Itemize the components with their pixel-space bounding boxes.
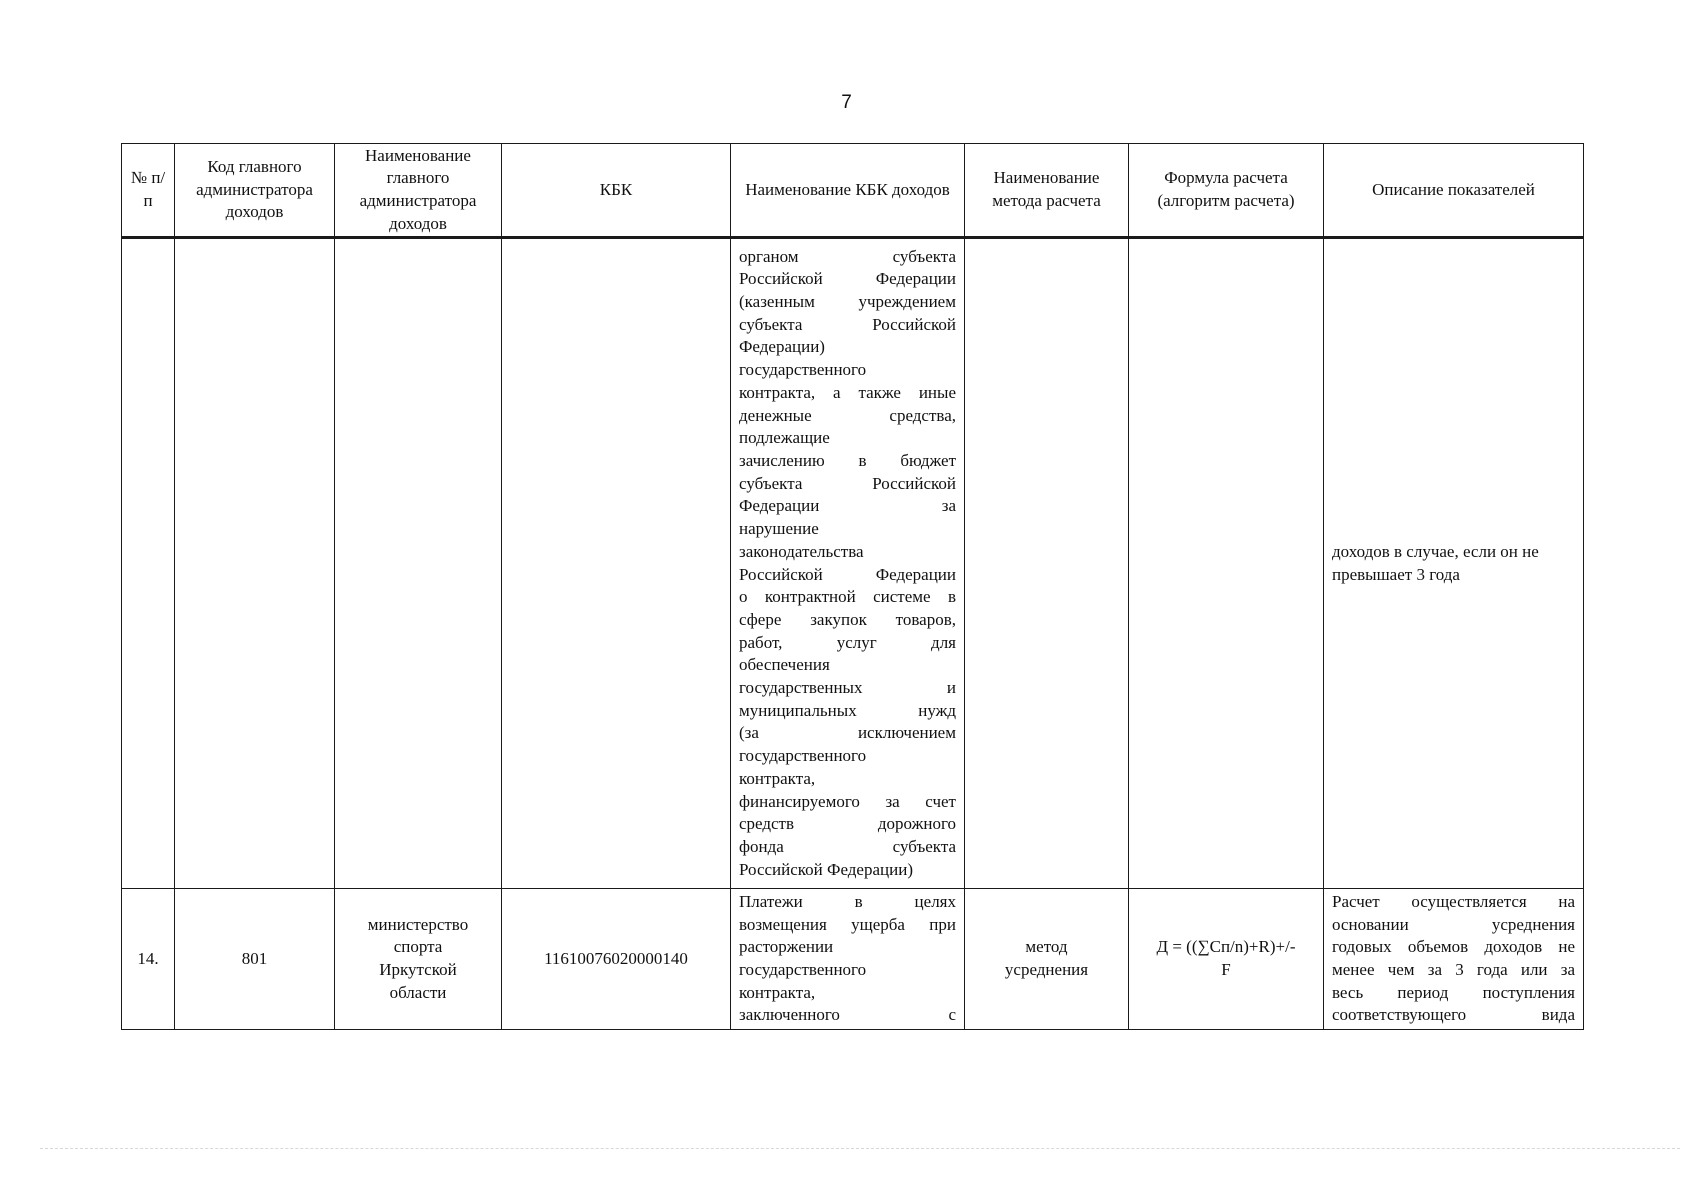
text-line: обеспечения: [739, 655, 830, 675]
text-line: расторжении: [739, 937, 834, 957]
row-number-cell: 14.: [122, 889, 175, 1030]
text-line: контракта,: [739, 768, 816, 788]
text-line: доходов в случае, если он не: [1332, 541, 1539, 561]
method-cell: [965, 889, 1129, 1030]
cont-formula-cell: [1129, 238, 1324, 889]
text-line: возмещения ущерба при: [739, 914, 956, 934]
text-line: субъекта Российской: [739, 473, 956, 493]
header-admin-name: Наименование главного администратора доходов: [335, 144, 502, 238]
text-line: превышает 3 года: [1332, 564, 1460, 584]
text-line: усреднения: [1004, 960, 1089, 979]
text-line: сфере закупок товаров,: [739, 609, 956, 629]
formula-cell: [1129, 889, 1324, 1030]
text-line: нарушение: [739, 519, 819, 539]
kbk-name-cell: [731, 889, 965, 1030]
cont-admin-name-cell: [335, 238, 502, 889]
text-line: средств дорожного: [739, 814, 956, 834]
header-admin-code: Код главного администратора доходов: [175, 144, 335, 238]
admin-name-cell: [335, 889, 502, 1030]
text-line: финансируемого за счет: [739, 791, 956, 811]
cont-description-cell: [1324, 238, 1584, 889]
text-line: основании усреднения: [1332, 914, 1575, 934]
text-line: зачислению в бюджет: [739, 450, 956, 470]
text-line: государственных и: [739, 678, 956, 698]
text-line: работ, услуг для: [739, 632, 956, 652]
text-line: спорта: [393, 937, 443, 957]
text-line: заключенного с: [739, 1005, 956, 1025]
text-line: области: [389, 982, 447, 1002]
revenue-forecast-table: [121, 143, 1584, 1030]
header-kbk: КБК: [502, 144, 731, 238]
text-line: менее чем за 3 года или за: [1332, 960, 1575, 979]
text-line: подлежащие: [739, 428, 830, 448]
text-line: весь период поступления: [1332, 982, 1575, 1002]
text-line: государственного: [739, 960, 867, 979]
text-line: контракта, а также иные: [739, 382, 956, 402]
page-number: 7: [841, 92, 852, 113]
text-line: годовых объемов доходов не: [1332, 937, 1575, 957]
text-line: соответствующего вида: [1332, 1005, 1575, 1025]
cont-number-cell: [122, 238, 175, 889]
cont-method-cell: [965, 238, 1129, 889]
cont-kbk-cell: [502, 238, 731, 889]
text-line: законодательства: [739, 541, 864, 561]
text-line: министерство: [367, 914, 469, 934]
text-line: Федерации): [739, 337, 825, 357]
scan-artifact-line: [40, 1148, 1680, 1150]
table-header-row: [122, 144, 1584, 238]
text-line: Расчет осуществляется на: [1332, 891, 1575, 911]
text-line: государственного: [739, 360, 867, 380]
text-line: субъекта Российской: [739, 314, 956, 334]
text-line: (казенным учреждением: [739, 292, 956, 312]
text-line: органом субъекта: [739, 246, 956, 266]
text-line: Платежи в целях: [739, 891, 956, 911]
text-line: Иркутской: [379, 960, 457, 979]
admin-code-cell: 801: [175, 889, 335, 1030]
text-line: государственного: [739, 746, 867, 766]
header-description: Описание показателей: [1324, 144, 1584, 238]
text-line: метод: [1025, 937, 1068, 957]
text-line: о контрактной системе в: [739, 587, 956, 607]
text-line: Федерации за: [739, 496, 956, 516]
text-line: муниципальных нужд: [739, 700, 956, 720]
kbk-cell: 11610076020000140: [502, 889, 731, 1030]
header-method-name: Наименование метода расчета: [965, 144, 1129, 238]
text-line: (за исключением: [739, 723, 956, 743]
header-formula: Формула расчета (алгоритм расчета): [1129, 144, 1324, 238]
text-line: контракта,: [739, 982, 816, 1002]
formula-line: Д = ((∑Сп/n)+R)+/-: [1156, 937, 1296, 957]
text-line: Российской Федерации: [739, 564, 956, 584]
table-row-14: [122, 889, 1584, 1030]
formula-line: F: [1221, 960, 1231, 979]
header-number: № п/п: [122, 144, 175, 238]
text-line: Российской Федерации): [739, 859, 913, 879]
description-cell: [1324, 889, 1584, 1030]
text-line: фонда субъекта: [739, 836, 956, 856]
header-kbk-name: Наименование КБК доходов: [731, 144, 965, 238]
cont-kbk-name-cell: [731, 238, 965, 889]
text-line: денежные средства,: [739, 405, 956, 425]
table-row-continuation: [122, 238, 1584, 889]
text-line: Российской Федерации: [739, 269, 956, 289]
cont-admin-code-cell: [175, 238, 335, 889]
